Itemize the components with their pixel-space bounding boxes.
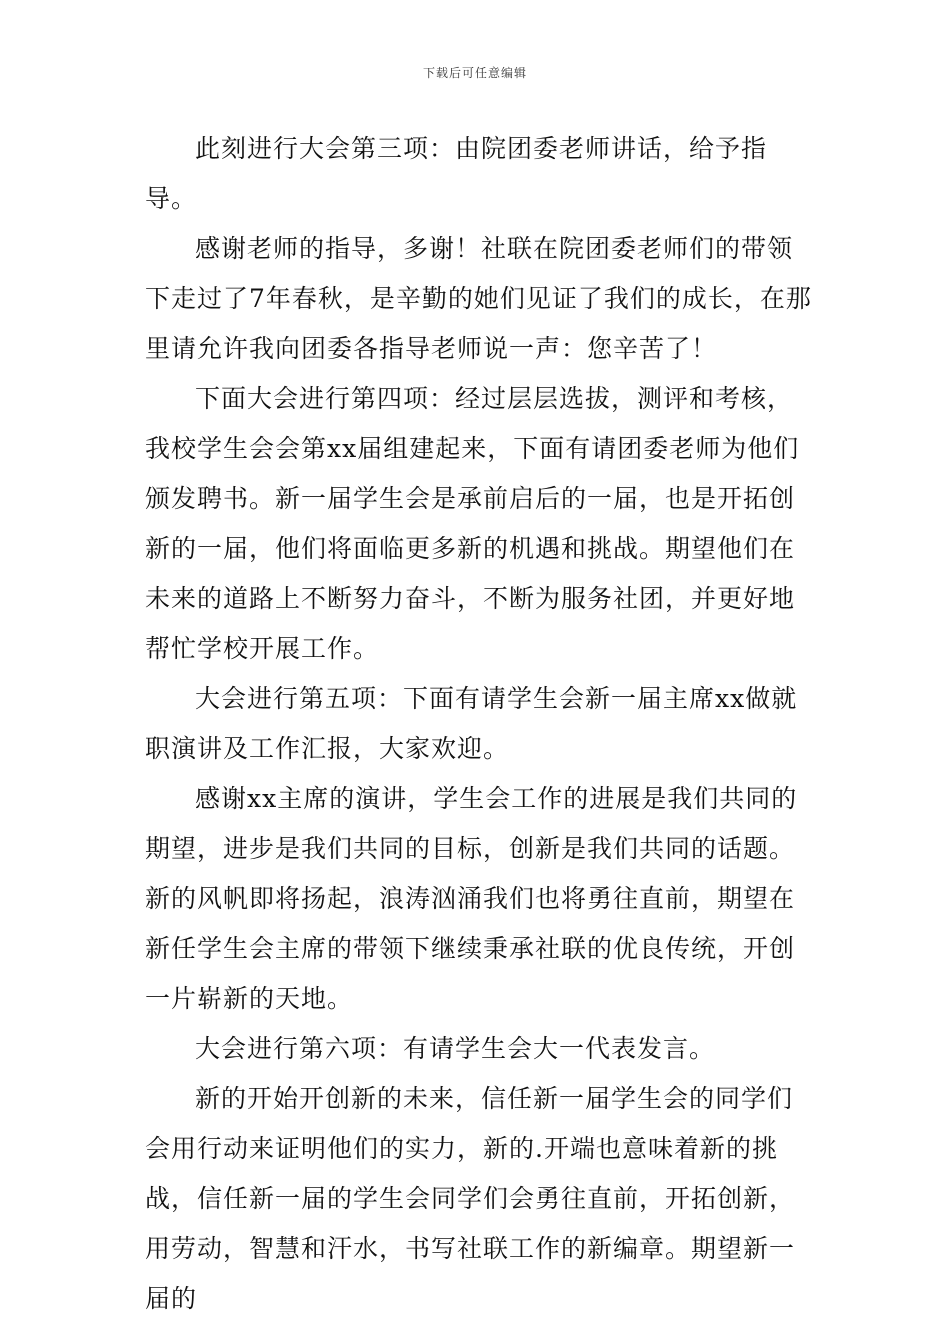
paragraph-item-5: 大会进行第五项：下面有请学生会新一届主席xx做就职演讲及工作汇报，大家欢迎。 xyxy=(145,684,798,763)
paragraph-thanks-teachers: 感谢老师的指导，多谢！社联在院团委老师们的带领下走过了7年春秋，是辛勤的她们见证了我们的成长，在那里请允许我向团委各指导老师说一声：您辛苦了！ xyxy=(145,234,812,363)
page-header-caption: 下载后可任意编辑 xyxy=(422,66,527,80)
paragraph-item-3: 此刻进行大会第三项：由院团委老师讲话，给予指导。 xyxy=(145,134,768,213)
document-body xyxy=(145,124,815,1324)
paragraph-new-start: 新的开始开创新的未来，信任新一届学生会的同学们会用行动来证明他们的实力，新的.开端也意味着新的挑战，信任新一届的学生会同学们会勇往直前，开拓创新，用劳动，智慧和汗水，书写社联工作的新编章。期望新一届的 xyxy=(145,1084,796,1313)
paragraph-thanks-chairman: 感谢xx主席的演讲，学生会工作的进展是我们共同的期望，进步是我们共同的目标，创新是我们共同的话题。新的风帆即将扬起，浪涛汹涌我们也将勇往直前，期望在新任学生会主席的带领下继续秉承社联的优良传统，开创一片崭新的天地。 xyxy=(145,784,798,1013)
paragraph-item-4: 下面大会进行第四项：经过层层选拔，测评和考核，我校学生会会第xx届组建起来，下面有请团委老师为他们颁发聘书。新一届学生会是承前启后的一届，也是开拓创新的一届，他们将面临更多新的机遇和挑战。期望他们在未来的道路上不断努力奋斗，不断为服务社团，并更好地帮忙学校开展工作。 xyxy=(145,384,800,663)
paragraph-item-6: 大会进行第六项：有请学生会大一代表发言。 xyxy=(195,1034,716,1063)
